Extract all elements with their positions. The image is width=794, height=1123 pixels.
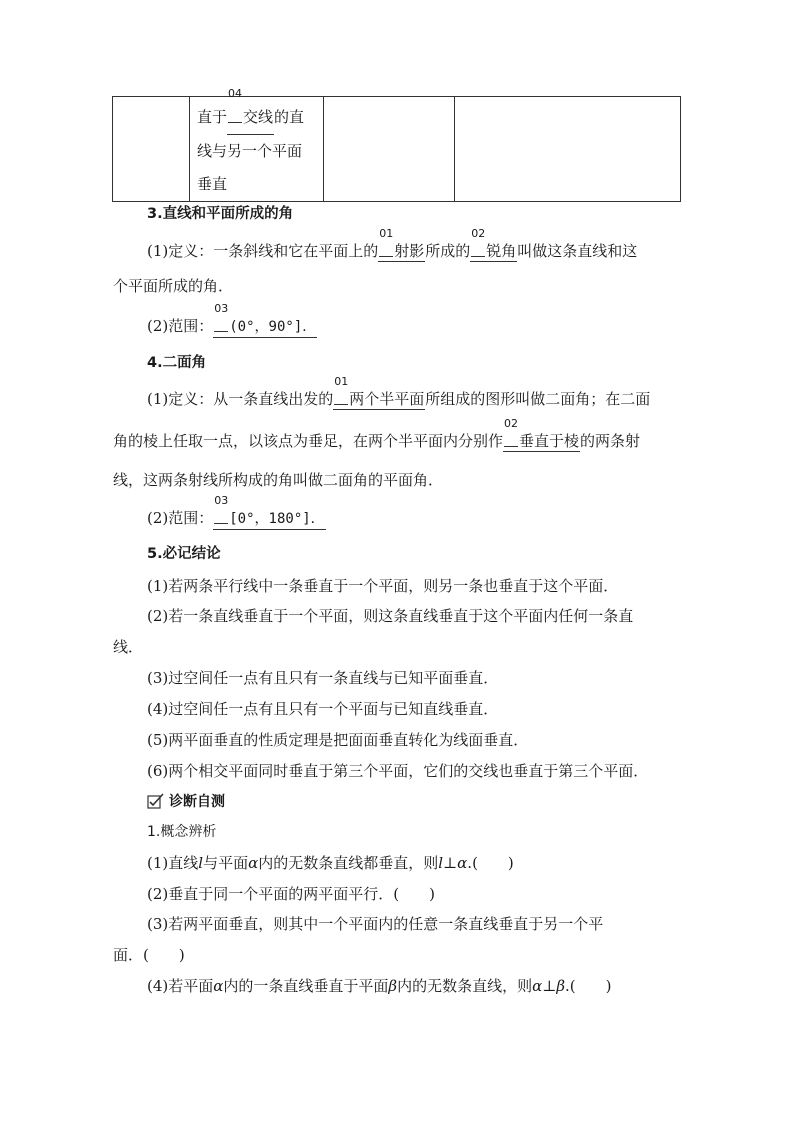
table-cell-empty	[324, 97, 455, 202]
concept-analysis-heading: 1.概念辨析	[147, 824, 217, 840]
question-3: (3)若两平面垂直，则其中一个平面内的任意一条直线垂直于另一个平	[147, 915, 604, 933]
section-3-range: (2)范围： 03 (0°，90°]．	[147, 316, 317, 338]
blank-01: 01 射影	[379, 227, 425, 260]
blank-02: 02 垂直于棱	[504, 417, 580, 450]
cell-text-line2: 线与另一个平面	[197, 142, 303, 160]
section-3-definition: (1)定义：一条斜线和它在平面上的 01 射影所成的 02 锐角叫做这条直线和这	[147, 227, 638, 260]
question-3-cont: 面．( )	[113, 946, 185, 964]
blank-03: 03 (0°，90°]．	[213, 316, 317, 338]
conclusion-1: (1)若两条平行线中一条垂直于一个平面，则另一条也垂直于这个平面．	[147, 577, 619, 595]
conclusion-2-cont: 线．	[113, 638, 144, 656]
conclusion-5: (5)两平面垂直的性质定理是把面面垂直转化为线面垂直．	[147, 731, 529, 749]
blank-03: 03 [0°，180°]．	[213, 508, 325, 530]
question-2: (2)垂直于同一个平面的两平面平行．( )	[147, 885, 435, 903]
conclusion-6: (6)两个相交平面同时垂直于第三个平面，它们的交线也垂直于第三个平面．	[147, 762, 649, 780]
section-4-definition-end: 线，这两条射线所构成的角叫做二面角的平面角．	[113, 471, 444, 489]
section-3-definition-cont: 个平面所成的角．	[113, 277, 234, 295]
section-5-heading: 5.必记结论	[147, 546, 221, 562]
table-cell-empty	[113, 97, 190, 202]
conclusion-2: (2)若一条直线垂直于一个平面，则这条直线垂直于这个平面内任何一条直	[147, 607, 634, 625]
diagnostic-heading: 诊断自测	[147, 792, 225, 812]
question-1: (1)直线l与平面α内的无数条直线都垂直，则l⊥α.( )	[147, 854, 514, 872]
blank-01: 01 两个半平面	[334, 375, 425, 408]
section-4-heading: 4.二面角	[147, 355, 207, 371]
conclusion-3: (3)过空间任一点有且只有一条直线与已知平面垂直．	[147, 669, 499, 687]
section-4-definition: (1)定义：从一条直线出发的 01 两个半平面所组成的图形叫做二面角；在二面	[147, 375, 651, 408]
property-table	[112, 87, 681, 202]
question-4: (4)若平面α内的一条直线垂直于平面β内的无数条直线，则α⊥β.( )	[147, 977, 612, 995]
section-4-range: (2)范围： 03 [0°，180°]．	[147, 508, 326, 530]
conclusion-4: (4)过空间任一点有且只有一个平面与已知直线垂直．	[147, 700, 499, 718]
blank-04: 04 交线	[227, 101, 274, 135]
cell-text-pre: 直于	[197, 108, 228, 126]
cell-text-line3: 垂直	[197, 175, 228, 193]
blank-02: 02 锐角	[471, 227, 517, 260]
check-pencil-icon	[147, 793, 165, 809]
section-3-heading: 3.直线和平面所成的角	[147, 206, 294, 222]
table-cell-content: 直于 04 交线的直 线与另一个平面 垂直	[190, 97, 324, 202]
table-cell-empty	[455, 97, 681, 202]
section-4-definition-cont: 角的棱上任取一点，以该点为垂足，在两个半平面内分别作 02 垂直于棱的两条射	[113, 417, 641, 450]
